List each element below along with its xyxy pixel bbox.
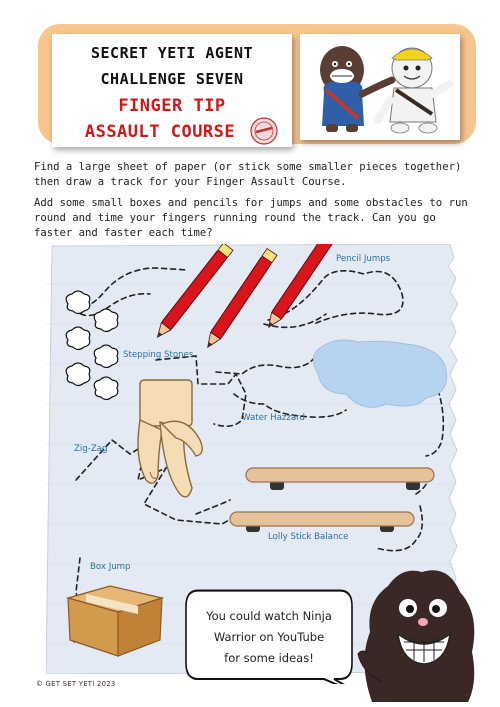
title-line-3: FINGER TIP [118, 96, 226, 116]
speech-line-3: for some ideas! [224, 651, 314, 665]
label-lolly-stick-balance: Lolly Stick Balance [268, 532, 349, 542]
label-pencil-jumps: Pencil Jumps [336, 254, 391, 264]
agent-seal-stamp [250, 117, 278, 145]
white-yeti-icon [378, 48, 450, 133]
title-line-4: ASSAULT COURSE [84, 122, 236, 142]
speech-line-2: Warrior on YouTube [213, 630, 325, 644]
speech-line-1: You could watch Ninja [206, 609, 332, 623]
yeti-characters-picture [300, 34, 460, 140]
label-stepping-stones: Stepping Stones [123, 350, 194, 360]
copyright-footer: © GET SET YETI 2023 [36, 680, 116, 688]
label-zig-zag: Zig-Zag [74, 444, 108, 454]
intro-paragraph-1: Find a large sheet of paper (or stick some smaller pieces together) then draw a track for your Finger Assault Course. [34, 161, 462, 188]
yeti-mascot-icon [352, 562, 482, 702]
speech-text [190, 606, 348, 669]
title-line-2: CHALLENGE SEVEN [100, 70, 244, 88]
label-water-hazzard: Water Hazzard [242, 413, 305, 423]
label-box-jump: Box Jump [90, 562, 131, 572]
title-line-1: SECRET YETI AGENT [90, 44, 254, 62]
intro-paragraph-2: Add some small boxes and pencils for jumps and some obstacles to run round and time your fingers running round the track. Can you go faster and faster each time? [34, 197, 468, 239]
